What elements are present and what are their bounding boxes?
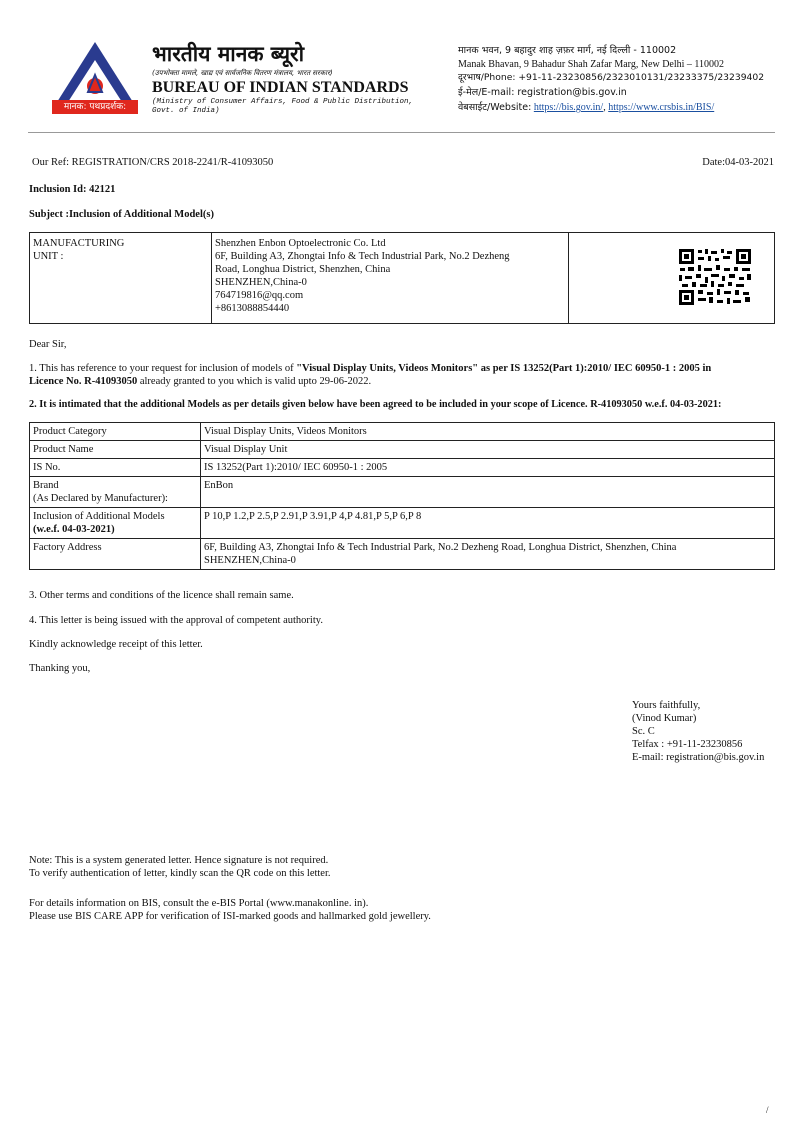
row-value: 6F, Building A3, Zhongtai Info & Tech Industrial Park, No.2 Dezheng Road, Longhua District, Shenzhen, China <box>204 542 677 553</box>
website-prefix: वेबसाईट/Website: <box>458 102 532 113</box>
signatory-telfax: Telfax : +91-11-23230856 <box>632 739 743 750</box>
unit-address-block <box>215 237 510 315</box>
table-row <box>30 423 775 441</box>
row-label: Factory Address <box>30 539 201 570</box>
row-value: Visual Display Units, Videos Monitors <box>201 423 775 441</box>
info-line-2: Please use BIS CARE APP for verification of ISI-marked goods and hallmarked gold jewellery. <box>29 911 431 922</box>
unit-email: 764719816@qq.com <box>215 290 304 301</box>
row-value: P 10,P 1.2,P 2.5,P 2.91,P 3.91,P 4,P 4.81,P 5,P 6,P 8 <box>201 508 775 539</box>
table-row <box>30 539 775 570</box>
address-english: Manak Bhavan, 9 Bahadur Shah Zafar Marg, New Delhi – 110002 <box>458 59 725 70</box>
signatory-email: E-mail: registration@bis.gov.in <box>632 752 765 763</box>
row-label: Product Category <box>30 423 201 441</box>
row-label: Product Name <box>30 441 201 459</box>
ministry-english-2: Govt. of India) <box>152 107 220 115</box>
signature-block <box>632 699 764 764</box>
page-mark: / <box>766 1105 769 1115</box>
row-value: IS 13252(Part 1):2010/ IEC 60950-1 : 2005 <box>201 459 775 477</box>
ministry-english-1: (Ministry of Consumer Affairs, Food & Public Distribution, <box>152 98 414 106</box>
row-label: Inclusion of Additional Models <box>33 511 165 522</box>
unit-address-line-2: Road, Longhua District, Shenzhen, China <box>215 264 391 275</box>
paragraph-1 <box>29 362 775 388</box>
row-label: IS No. <box>30 459 201 477</box>
unit-divider-1 <box>211 233 212 323</box>
row-label-sub: (w.e.f. 04-03-2021) <box>33 524 115 535</box>
unit-city: SHENZHEN,China-0 <box>215 277 307 288</box>
row-label-sub: (As Declared by Manufacturer): <box>33 493 168 504</box>
info-block <box>29 897 431 923</box>
unit-divider-2 <box>568 233 569 323</box>
subject-line: Subject :Inclusion of Additional Model(s) <box>29 209 214 220</box>
crsbis-website-link[interactable]: https://www.crsbis.in/BIS/ <box>608 102 715 113</box>
closing: Yours faithfully, <box>632 700 701 711</box>
qr-code-icon <box>678 248 752 306</box>
header-divider <box>28 132 775 133</box>
unit-address-line-1: 6F, Building A3, Zhongtai Info & Tech Industrial Park, No.2 Dezheng <box>215 251 510 262</box>
notes-block <box>29 854 331 880</box>
ministry-hindi: (उपभोक्ता मामले, खाद्य एवं सार्वजनिक वितरण मंत्रालय, भारत सरकार) <box>152 69 333 77</box>
paragraph-3: 3. Other terms and conditions of the licence shall remain same. <box>29 590 294 601</box>
model-details-table <box>29 422 775 570</box>
bis-website-link[interactable]: https://bis.gov.in/ <box>533 102 604 113</box>
table-row <box>30 477 775 508</box>
manufacturing-unit-box <box>29 232 775 324</box>
website-line <box>458 101 714 114</box>
row-value-group <box>201 539 775 570</box>
row-label-group <box>30 477 201 508</box>
para1-product: "Visual Display Units, Videos Monitors" as per IS 13252(Part 1):2010/ IEC 60950-1 : 2005 in <box>296 363 712 374</box>
table-row <box>30 441 775 459</box>
unit-phone: +8613088854440 <box>215 303 290 314</box>
thanking-line: Thanking you, <box>29 663 91 674</box>
paragraph-4: 4. This letter is being issued with the approval of competent authority. <box>29 615 323 626</box>
note-line-1: Note: This is a system generated letter. Hence signature is not required. <box>29 855 329 866</box>
our-reference: Our Ref: REGISTRATION/CRS 2018-2241/R-41093050 <box>32 157 274 168</box>
para1-intro: 1. This has reference to your request for inclusion of models of <box>29 363 297 374</box>
para1-validity: already granted to you which is valid upto 29-06-2022. <box>137 376 372 387</box>
org-name-hindi: भारतीय मानक ब्यूरो <box>152 42 305 66</box>
note-line-2: To verify authentication of letter, kindly scan the QR code on this letter. <box>29 868 331 879</box>
signatory-name: (Vinod Kumar) <box>632 713 697 724</box>
salutation: Dear Sir, <box>29 339 67 350</box>
phone-line: दूरभाष/Phone: +91-11-23230856/2323010131/23233375/23239402 <box>458 72 765 83</box>
row-label-group <box>30 508 201 539</box>
row-label: Brand <box>33 480 59 491</box>
table-row <box>30 508 775 539</box>
para2-licence: R-41093050 w.e.f. 04-03-2021: <box>590 399 722 410</box>
table-row <box>30 459 775 477</box>
unit-company-name: Shenzhen Enbon Optoelectronic Co. Ltd <box>215 238 386 249</box>
para2-text: 2. It is intimated that the additional Models as per details given below have been agreed to be included in your scope of Licence. <box>29 399 591 410</box>
paragraph-2 <box>29 398 789 411</box>
row-value-sub: SHENZHEN,China-0 <box>204 555 296 566</box>
row-value: Visual Display Unit <box>201 441 775 459</box>
org-name-english: BUREAU OF INDIAN STANDARDS <box>152 79 409 96</box>
logo-caption: मानक: पथप्रदर्शक: <box>52 100 138 114</box>
letter-date: Date:04-03-2021 <box>702 157 774 168</box>
unit-label-1: MANUFACTURING <box>33 238 125 249</box>
website-separator: , <box>603 102 606 113</box>
info-line-1: For details information on BIS, consult the e-BIS Portal (www.manakonline. in). <box>29 898 369 909</box>
address-hindi: मानक भवन, 9 बहादुर शाह ज़फ़र मार्ग, नई दिल्ली - 110002 <box>458 45 677 56</box>
unit-label-2: UNIT : <box>33 251 64 262</box>
row-value: EnBon <box>201 477 775 508</box>
para1-licence: Licence No. R-41093050 <box>29 376 138 387</box>
signatory-designation: Sc. C <box>632 726 655 737</box>
acknowledge-line: Kindly acknowledge receipt of this letter. <box>29 639 203 650</box>
inclusion-id: Inclusion Id: 42121 <box>29 184 116 195</box>
email-line: ई-मेल/E-mail: registration@bis.gov.in <box>458 87 627 98</box>
